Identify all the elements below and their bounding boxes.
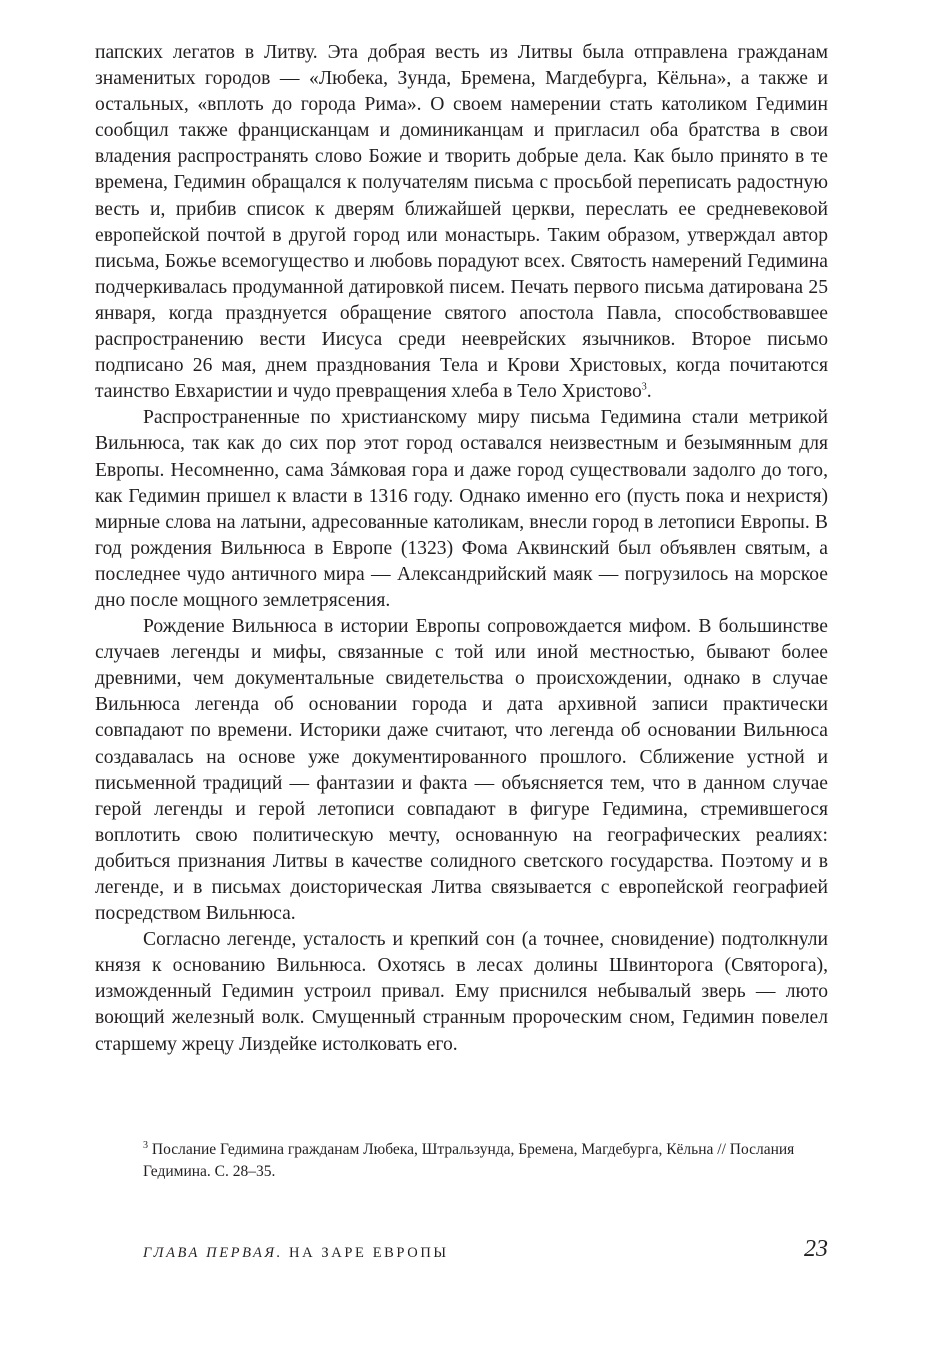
footnote [143,1139,833,1183]
running-head-title: НА ЗАРЕ ЕВРОПЫ [282,1245,449,1261]
paragraph-4: Согласно легенде, усталость и крепкий сон (а точнее, сновидение) подтолкнули князя к основанию Вильнюса. Охотясь в лесах долины Швинторога (Святорога), изможденный Гедимин устроил привал. Ему приснился небывалый зверь — люто воющий железный волк. Смущенный странным пророческим сном, Гедимин повелел старшему жрецу Лиздейке истолковать его. [95,929,828,1055]
main-text [95,40,828,1058]
running-head-chapter: ГЛАВА ПЕРВАЯ. [143,1245,283,1261]
paragraph-2: Распространенные по христианскому миру письма Гедимина стали метрикой Вильнюса, так как до сих пор этот город оставался неизвестным и безымянным для Европы. Несомненно, сама Зáмковая гора и даже город существовали задолго до того, как Гедимин пришел к власти в 1316 году. Однако именно его (пусть пока и нехристя) мирные слова на латыни, адресованные католикам, внесли город в летописи Европы. В год рождения Вильнюса в Европе (1323) Фома Аквинский был объявлен святым, а последнее чудо античного мира — Александрийский маяк — погрузилось на морское дно после мощного землетрясения. [95,407,828,611]
paragraph-3: Рождение Вильнюса в истории Европы сопровождается мифом. В большинстве случаев легенды и мифы, связанные с той или иной местностью, бывают более древними, чем документальные свидетельства о происхождении, однако в случае Вильнюса легенда об основании города и дата архивной записи практически совпадают по времени. Историки даже считают, что легенда об основании Вильнюса создавалась на основе уже документированного прошлого. Сближение устной и письменной традиций — фантазии и факта — объясняется тем, что в данном случае герой легенды и герой летописи совпадают в фигуре Гедимина, стремившегося воплотить свою политическую мечту, основанную на географических реалиях: добиться признания Литвы в качестве солидного светского государства. Поэтому и в легенде, и в письмах доисторическая Литва связывается с европейской географией посредством Вильнюса. [95,616,828,925]
footnote-text: Послание Гедимина гражданам Любека, Штральзунда, Бремена, Магдебурга, Кёльна // Послания Гедимина. С. 28–35. [143,1141,795,1180]
paragraph-1-text: папских легатов в Литву. Эта добрая весть из Литвы была отправлена гражданам знаменитых городов — «Любека, Зунда, Бремена, Магдебурга, Кёльна», а также и остальных, «вплоть до города Рима». О своем намерении стать католиком Гедимин сообщил также францисканцам и доминиканцам и пригласил оба братства в свои владения распространять слово Божие и творить добрые дела. Как было принято в те времена, Гедимин обращался к получателям письма с просьбой переписать радостную весть и, прибив список к дверям ближайшей церкви, переслать ее средневековой европейской почтой в другой город или монастырь. Таким образом, утверждал автор письма, Божье всемогущество и любовь порадуют всех. Святость намерений Гедимина подчеркивалась продуманной датировкой писем. Печать первого письма датирована 25 января, когда празднуется обращение святого апостола Павла, способствовавшее распространению вести Иисуса среди нееврейских язычников. Второе письмо подписано 26 мая, днем празднования Тела и Крови Христовых, когда почитаются таинство Евхаристии и чудо превращения хлеба в Тело Христово [95,42,828,403]
footnote-mark: 3 [143,1139,148,1151]
running-head [143,1245,449,1262]
paragraph-1 [95,40,828,405]
paragraph-1-end: . [646,381,652,403]
footnote-reference[interactable]: 3 [641,381,647,393]
page-number: 23 [804,1236,828,1262]
